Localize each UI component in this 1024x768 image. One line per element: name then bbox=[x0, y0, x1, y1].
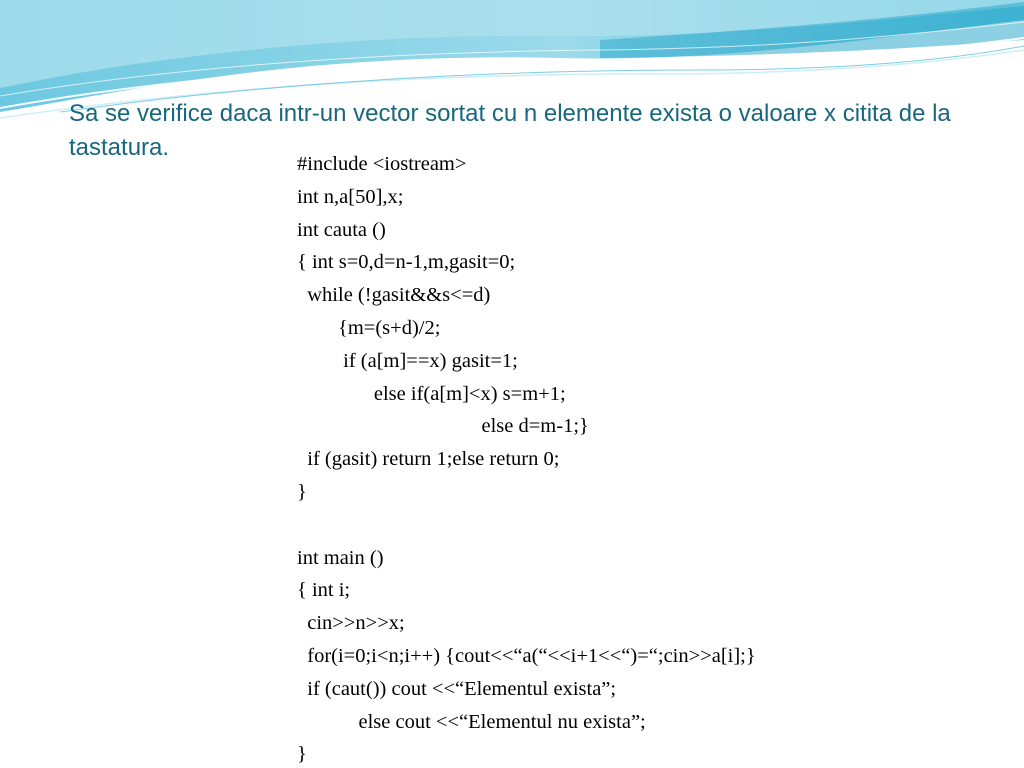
code-line: if (a[m]==x) gasit=1; bbox=[297, 349, 518, 372]
code-line: while (!gasit&&s<=d) bbox=[297, 284, 491, 307]
code-line: int n,a[50],x; bbox=[297, 185, 404, 208]
code-line-blank bbox=[297, 509, 1017, 542]
code-line: cin>>n>>x; bbox=[297, 612, 405, 635]
code-line: else cout <<“Elementul nu exista”; bbox=[297, 710, 646, 733]
code-line: } bbox=[297, 743, 307, 766]
code-line: {m=(s+d)/2; bbox=[297, 316, 441, 339]
code-line: int cauta () bbox=[297, 218, 386, 241]
code-line: if (caut()) cout <<“Elementul exista”; bbox=[297, 677, 617, 700]
code-line: } bbox=[297, 480, 307, 503]
code-line: #include <iostream> bbox=[297, 153, 467, 175]
code-line: int main () bbox=[297, 546, 384, 569]
slide-title: Sa se verifice daca intr-un vector sortat cu n elemente exista o valoare x citita de la tastatura. bbox=[69, 100, 951, 161]
code-line: { int i; bbox=[297, 579, 351, 602]
code-line: else if(a[m]<x) s=m+1; bbox=[297, 382, 566, 405]
code-block bbox=[297, 148, 1017, 768]
code-line: { int s=0,d=n-1,m,gasit=0; bbox=[297, 251, 516, 274]
code-line: for(i=0;i<n;i++) {cout<<“a(“<<i+1<<“)=“;cin>>a[i];} bbox=[297, 644, 756, 667]
code-line: else d=m-1;} bbox=[297, 415, 589, 438]
code-line: if (gasit) return 1;else return 0; bbox=[297, 448, 560, 471]
